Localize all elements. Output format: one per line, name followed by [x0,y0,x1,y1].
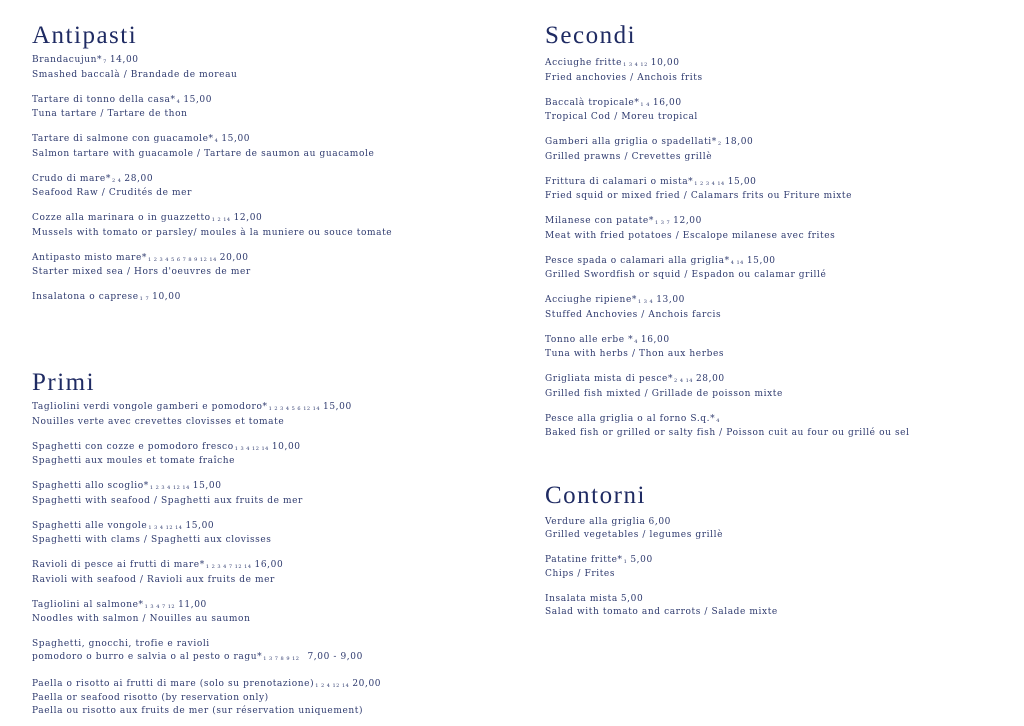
item-price: 12,00 [233,213,263,223]
item-price: 15,00 [192,481,222,491]
contorni-section [545,481,778,618]
item-translation: Chips / Frites [545,569,616,579]
menu-item [32,599,381,626]
menu-item [545,554,778,581]
item-translation: Ravioli with seafood / Ravioli aux fruits de mer [32,574,275,585]
item-translation: Fried anchovies / Anchois frits [545,72,703,83]
item-translation: Grilled vegetables / legumes grillè [545,529,724,540]
item-name: Tagliolini al salmone* [32,599,144,610]
menu-item [32,441,381,468]
item-allergens: 2 4 14 [674,378,693,384]
item-translation: Salad with tomato and carrots / Salade mixte [545,606,778,617]
item-name: Baccalà tropicale* [545,97,640,108]
item-price: 13,00 [656,295,685,305]
item-name: Insalata mista [545,594,618,604]
item-price: 15,00 [183,94,213,105]
menu-item [545,57,910,84]
menu-item [32,212,392,239]
menu-item [545,373,910,400]
item-allergens: 1 3 4 12 [623,62,648,68]
menu-item [32,678,381,718]
item-name: Antipasto misto mare* [32,252,147,263]
item-price: 12,00 [673,216,702,226]
item-name: Paella o risotto ai frutti di mare (solo su prenotazione) [32,678,315,689]
section-title-primi: Primi [32,369,96,396]
item-translation: Tuna with herbs / Thon aux herbes [545,349,725,359]
item-price: 18,00 [724,137,754,147]
item-price: 20,00 [219,252,249,263]
menu-item [32,173,392,200]
item-price: 5,00 [630,554,653,565]
item-name: Acciughe fritte [545,58,623,68]
item-allergens: 1 3 4 12 14 [234,445,269,452]
item-price: 16,00 [640,334,670,345]
item-translation: Grilled Swordfish or squid / Espadon ou calamar grillé [545,270,827,280]
item-allergens: 1 4 [640,101,650,108]
item-allergens: 1 3 4 [637,299,654,305]
item-translation-secondary: Paella ou risotto aux fruits de mer (sur réservation uniquement) [32,705,364,716]
item-allergens: 1 2 3 4 12 14 [149,485,190,491]
item-allergens: 1 3 7 [654,220,671,226]
item-price: 15,00 [746,255,776,266]
item-allergens: 1 3 7 8 9 12 [263,655,300,662]
menu-item [545,516,778,541]
menu-item [32,480,381,507]
item-allergens: 7 [103,59,107,65]
item-translation: Spaghetti with seafood / Spaghetti aux fruits de mer [32,495,303,506]
item-translation: Mussels with tomato or parsley/ moules à la muniere ou souce tomate [32,227,393,238]
item-translation: Starter mixed sea / Hors d'oeuvres de mer [32,267,251,277]
section-title-antipasti: Antipasti [32,22,138,49]
menu-item [32,401,381,428]
item-price: 10,00 [271,441,301,452]
item-name: Spaghetti alle vongole [32,520,148,531]
item-name: Spaghetti allo scoglio* [32,481,149,491]
item-name: Patatine fritte* [545,554,623,565]
item-name: Tartare di salmone con guacamole* [32,134,214,144]
item-translation: Spaghetti aux moules et tomate fraîche [32,456,236,466]
item-translation: Grilled prawns / Crevettes grillè [545,151,713,162]
menu-item [32,638,381,665]
menu-item [32,520,381,547]
menu-item [32,559,381,586]
item-allergens: 4 14 [730,259,744,266]
item-name: Tonno alle erbe * [545,334,634,345]
item-name: Ravioli di pesce ai frutti di mare* [32,560,205,570]
item-name: Crudo di mare* [32,173,111,184]
menu-item [32,133,392,160]
item-name: Frittura di calamari o mista* [545,176,694,187]
section-title-contorni: Contorni [545,482,646,509]
item-price: 6,00 [648,517,671,527]
item-allergens: 4 [716,417,720,424]
menu-item [545,593,778,618]
item-price: 28,00 [124,173,154,184]
item-price: 16,00 [652,97,682,108]
item-allergens: 2 [717,141,722,147]
item-allergens: 2 4 [111,177,122,184]
item-price: 16,00 [254,560,284,570]
menu-item [545,413,910,440]
item-name: Gamberi alla griglia o spadellati* [545,137,717,147]
menu-item [545,97,910,124]
item-price: 10,00 [152,292,181,302]
item-allergens: 1 2 4 12 14 [315,682,350,689]
item-translation: Tuna tartare / Tartare de thon [32,109,188,119]
item-name: pomodoro o burro e salvia o al pesto o ragu* [32,651,263,662]
item-name: Brandacujun* [32,55,103,65]
item-name: Grigliata mista di pesce* [545,374,674,384]
item-translation: Stuffed Anchovies / Anchois farcis [545,309,722,320]
item-translation: Baked fish or grilled or salty fish / Poisson cuit au four ou grillé ou sel [545,428,910,438]
item-translation: Fried squid or mixed fried / Calamars frits ou Friture mixte [545,191,853,201]
menu-item [545,334,910,361]
item-price: 20,00 [352,678,382,689]
secondi-section [545,21,910,440]
item-name: Spaghetti con cozze e pomodoro fresco [32,441,234,452]
item-allergens: 1 2 3 4 14 [694,180,725,187]
menu-item [32,291,392,306]
menu-item [545,136,910,163]
item-name: Tagliolini verdi vongole gamberi e pomodoro* [32,402,268,412]
item-price: 28,00 [695,374,725,384]
menu-item [32,252,392,279]
item-name: Insalatona o caprese [32,292,139,302]
menu-item [32,94,392,121]
item-translation: Grilled fish mixted / Grillade de poisson mixte [545,388,783,399]
item-translation: Salmon tartare with guacamole / Tartare de saumon au guacamole [32,148,375,159]
item-allergens: 4 [214,138,219,144]
item-price: 15,00 [323,402,352,412]
section-title-secondi: Secondi [545,22,637,49]
item-allergens: 1 2 14 [211,217,231,223]
item-name: Milanese con patate* [545,216,654,226]
menu-item [545,255,910,282]
item-allergens: 1 2 3 4 5 6 7 8 9 12 14 [148,256,217,263]
item-price: 15,00 [727,176,757,187]
item-translation: Spaghetti with clams / Spaghetti aux clovisses [32,535,272,545]
item-name: Pesce spada o calamari alla griglia* [545,255,730,266]
menu-item [32,54,392,81]
item-name: Pesce alla griglia o al forno S.q.* [545,413,716,424]
item-name: Spaghetti, gnocchi, trofie e ravioli [32,639,210,649]
item-translation: Meat with fried potatoes / Escalope milanese avec frites [545,230,836,241]
item-name: Cozze alla marinara o in guazzetto [32,213,211,223]
item-price: 5,00 [620,594,644,604]
menu-item [545,294,910,321]
item-allergens: 1 3 4 12 14 [148,524,183,531]
item-translation: Smashed baccalà / Brandade de moreau [32,69,238,80]
item-price: 15,00 [185,520,215,531]
antipasti-section [32,21,392,306]
item-allergens: 4 [176,98,181,105]
item-name: Tartare di tonno della casa* [32,94,176,105]
item-name: Verdure alla griglia [545,517,646,527]
item-price: 15,00 [221,134,251,144]
item-translation: Noodles with salmon / Nouilles au saumon [32,614,251,624]
menu-item [545,176,910,203]
item-translation: Paella or seafood risotto (by reservation only) [32,693,269,703]
item-allergens: 1 7 [139,296,150,302]
item-name: Acciughe ripiene* [545,295,637,305]
item-allergens: 1 2 3 4 7 12 14 [205,564,252,570]
item-price: 11,00 [178,599,207,610]
menu-item [545,215,910,242]
item-translation: Seafood Raw / Crudités de mer [32,188,193,198]
item-price: 7,00 - 9,00 [307,651,363,662]
item-allergens: 4 [634,338,638,345]
item-price: 10,00 [650,58,680,68]
item-allergens: 1 3 4 7 12 [144,603,176,610]
primi-section [32,368,381,717]
item-price: 14,00 [109,55,139,65]
item-allergens: 1 [623,558,628,565]
item-allergens: 1 2 3 4 5 6 12 14 [268,406,321,412]
item-translation: Tropical Cod / Moreu tropical [545,112,698,122]
item-translation: Nouilles verte avec crevettes clovisses et tomate [32,416,285,427]
